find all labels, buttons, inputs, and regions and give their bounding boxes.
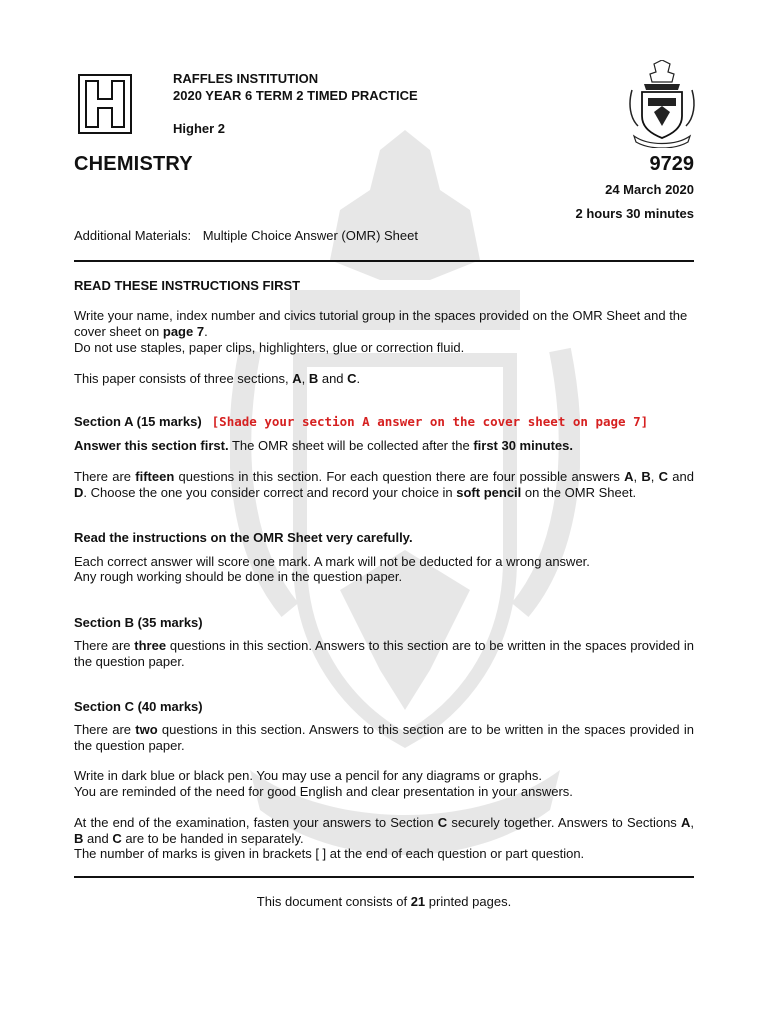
option-letter: B (641, 469, 651, 484)
option-letter: D (74, 484, 84, 500)
section-b-title: Section B (74, 615, 134, 630)
level-label: Higher 2 (173, 121, 226, 136)
text: . Choose the one you consider correct and record your choice in (83, 484, 457, 500)
text: There are (74, 469, 136, 484)
text: are to be handed in separately. (121, 830, 304, 846)
text: and (668, 469, 694, 484)
section-a-marks: (15 marks) (133, 414, 202, 429)
exam-date: 24 March 2020 (605, 182, 694, 197)
text: This paper consists of three sections, (74, 371, 293, 386)
section-letter: B (308, 371, 319, 386)
text: . (356, 371, 361, 386)
subject-title: CHEMISTRY (74, 153, 193, 175)
section-c-heading (74, 699, 694, 715)
section-letter: B (74, 830, 84, 846)
text: There are (74, 638, 135, 653)
text: , (690, 815, 694, 830)
general-paragraph-1: Write in dark blue or black pen. You may use a pencil for any diagrams or graphs. (74, 768, 543, 783)
text: and (318, 371, 348, 386)
text: questions in this section. For each question there are four possible answers (174, 469, 625, 484)
top-divider (74, 260, 694, 262)
page-count: 21 (410, 894, 426, 909)
general-paragraph-3 (74, 815, 694, 846)
section-a-paragraph-5: Any rough working should be done in the question paper. (74, 569, 403, 584)
text: , (650, 469, 659, 484)
section-b-heading (74, 615, 694, 631)
text: Read the instructions on the OMR Sheet very carefully. (74, 530, 413, 545)
instructions-paragraph-2: Do not use staples, paper clips, highlighters, glue or correction fluid. (74, 340, 465, 355)
text: At the end of the examination, fasten your answers to Section (74, 815, 438, 830)
exam-header (173, 70, 418, 104)
text: questions in this section. Answers to this section are to be written in the spaces provided in the question paper. (74, 638, 694, 669)
text: . (204, 323, 208, 339)
materials-value: Multiple Choice Answer (OMR) Sheet (202, 228, 418, 243)
text: This document consists of (256, 894, 411, 909)
general-paragraph-2: You are reminded of the need for good English and clear presentation in your answers. (74, 784, 573, 799)
text: , (301, 371, 309, 386)
section-letter: C (347, 371, 357, 386)
additional-materials (74, 228, 418, 243)
bottom-divider (74, 876, 694, 878)
text: securely together. Answers to Sections (447, 815, 681, 830)
section-letter: A (680, 815, 691, 830)
section-letter: A (292, 371, 302, 386)
section-c-marks: (40 marks) (133, 699, 203, 714)
text: printed pages. (425, 894, 512, 909)
text: questions in this section. Answers to this section are to be written in the spaces provided in the question paper. (74, 722, 694, 753)
page-ref: page 7 (162, 323, 205, 339)
section-letter: C (437, 815, 448, 830)
section-b-paragraph (74, 638, 694, 669)
page-count-footer (0, 894, 768, 909)
text: fifteen (135, 469, 175, 484)
section-letter: C (112, 830, 122, 846)
text: The OMR sheet will be collected after the (228, 438, 474, 453)
instructions-title: READ THESE INSTRUCTIONS FIRST (74, 278, 301, 293)
materials-label: Additional Materials: (74, 228, 192, 243)
section-a-line-1 (74, 438, 694, 454)
section-a-paragraph-4: Each correct answer will score one mark. A mark will not be deducted for a wrong answer. (74, 554, 590, 569)
instructions-paragraph-1 (74, 308, 694, 339)
subject-code: 9729 (649, 153, 694, 175)
text: three (134, 638, 167, 653)
general-paragraph-4: The number of marks is given in brackets [ ] at the end of each question or part question. (74, 846, 585, 861)
text: two (135, 722, 158, 737)
option-letter: A (624, 469, 634, 484)
exam-duration: 2 hours 30 minutes (575, 206, 694, 221)
text: on the OMR Sheet. (521, 484, 637, 500)
text: soft pencil (456, 484, 522, 500)
section-a-paragraph-3 (74, 530, 694, 546)
section-c-paragraph (74, 722, 694, 753)
section-a-heading (74, 414, 694, 430)
h-logo-icon (78, 74, 132, 134)
option-letter: C (658, 469, 669, 484)
section-c-title: Section C (74, 699, 134, 714)
section-a-note: [Shade your section A answer on the cover sheet on page 7] (211, 414, 649, 429)
text: Answer this section first. (74, 438, 229, 453)
text: There are (74, 722, 136, 737)
text: , (633, 469, 642, 484)
section-b-marks: (35 marks) (133, 615, 203, 630)
school-crest-icon (624, 60, 700, 148)
text: Write your name, index number and civics tutorial group in the spaces provided on the OMR Sheet and the cover sheet on (74, 308, 688, 339)
text: and (83, 830, 113, 846)
institution-name: RAFFLES INSTITUTION (173, 71, 319, 86)
section-a-paragraph-2 (74, 469, 694, 500)
exam-name: 2020 YEAR 6 TERM 2 TIMED PRACTICE (173, 88, 418, 103)
instructions-paragraph-3 (74, 371, 694, 387)
section-a-title: Section A (74, 414, 133, 429)
instructions-heading (74, 278, 694, 294)
text: first 30 minutes. (473, 438, 574, 453)
